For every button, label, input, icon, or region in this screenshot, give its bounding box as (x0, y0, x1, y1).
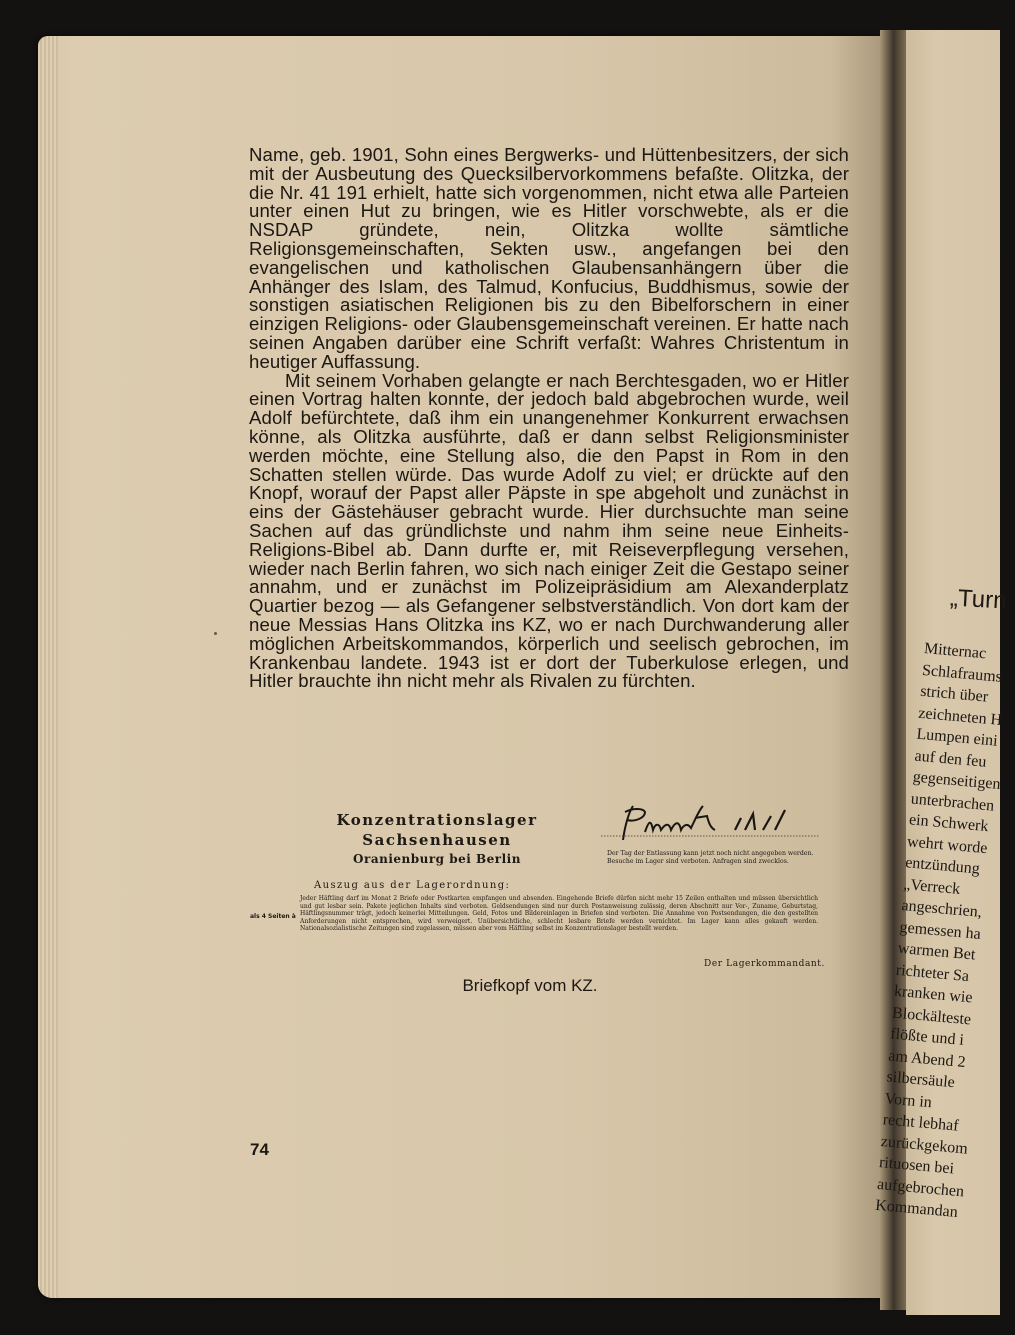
letterhead (250, 800, 850, 990)
lagerkommandant: Der Lagerkommandant. (704, 959, 825, 969)
right-page-line: wehrt worde (906, 832, 989, 857)
letterhead-title-line2: Sachsenhausen (362, 831, 512, 849)
handwritten-signature (595, 800, 825, 848)
right-page-line: gegenseitigen (912, 768, 1002, 794)
paragraph-2: Mit seinem Vorhaben gelangte er nach Berchtesgaden, wo er Hitler einen Vortrag halten konnte, der jedoch bald abgebrochen wurde, weil Adolf befürchtete, daß ihm ein unangenehmer Konkurrent erwachsen könne, als Olitzka ausführte, daß er dann selbst Religionsminister werden möchte, eine Stellung also, die den Papst in Rom in den Schatten stellen würde. Das wurde Adolf zu viel; er drückte auf den Knopf, worauf der Papst aller Päpste in spe abgeholt und zunächst in eins der Gästehäuser gebracht wurde. Hier durchsuchte man seine Sachen auf das gründlichste und nahm ihm seine neue Einheits-Religions-Bibel ab. Dann durfte er, mit Reiseverpflegung versehen, wieder nach Berlin fahren, wo sich nach einiger Zeit die Gestapo seiner annahm, und er zunächst im Polizeipräsidium am Alexanderplatz Quartier bezog — als Gefangener selbstverständlich. Von dort kam der neue Messias Hans Olitzka ins KZ, wo er nach Durchwanderung aller möglichen Arbeitskommandos, körperlich und seelisch gebrochen, im Krankenbau landete. 1943 ist er dort der Tuberkulose erlegen, und Hitler brauchte ihn nicht mehr als Rivalen zu fürchten. (249, 369, 849, 692)
page-edge (38, 36, 58, 1298)
right-page-line: Kommandan (874, 1196, 959, 1222)
letterhead-title-line1: Konzentrationslager (336, 811, 538, 829)
right-page-line: silbersäule (885, 1068, 956, 1092)
right-page-line: am Abend 2 (887, 1046, 967, 1071)
body-text (249, 146, 849, 691)
lagerordnung-text: Jeder Häftling darf im Monat 2 Briefe oder Postkarten empfangen und absenden. Eingehende Briefe dürfen nicht mehr 15 Zeilen enthalten und müssen übersichtlich und gut lesbar sein. Pakete jeglichen Inhalts sind verboten. Geldsendungen sind nur durch Postanweisung zulässig, deren Abschnitt nur Vor-, Zuname, Geburtstag, Häftlingsnummer trägt, jedoch keinerlei Mitteilungen. Geld, Fotos und Bildereinlagen in Briefen sind verboten. Die Annahme von Postsendungen, die den gestellten Anforderungen nicht entsprechen, wird verweigert. Unübersichtliche, schlecht lesbare Briefe werden vernichtet. Im Lager kann alles gekauft werden. Nationalsozialistische Zeitungen sind zugelassen, müssen aber vom Häftling selbst im Konzentrationslager bestellt werden. (300, 895, 818, 933)
right-page-line: Blockälteste (891, 1004, 972, 1028)
right-page-line: Lumpen eini (915, 725, 999, 750)
right-page-line: ein Schwerk (908, 811, 990, 836)
right-page-line: angeschrien, (900, 897, 983, 921)
page-number: 74 (250, 1140, 269, 1159)
right-page-line: unterbrachen (910, 789, 995, 815)
right-page-line: flößte und i (889, 1025, 965, 1049)
letterhead-marginal: als 4 Seiten à (250, 913, 296, 920)
lagerordnung-heading: Auszug aus der Lagerordnung: (314, 880, 511, 891)
right-page-line: Mitternac (923, 639, 987, 663)
letterhead-title (312, 810, 562, 850)
right-page-line: gemessen ha (898, 918, 982, 943)
right-page-line: zurückgekom (880, 1132, 969, 1158)
right-page-line: Vorn in (883, 1089, 933, 1111)
right-page-line: kranken wie (893, 982, 974, 1007)
right-page-line: auf den feu (913, 747, 988, 771)
letterhead-subtitle: Oranienburg bei Berlin (353, 852, 521, 866)
figure-caption: Briefkopf vom KZ. (462, 976, 598, 995)
right-page-line: aufgebrochen (876, 1175, 965, 1200)
right-page-line: „Verreck (902, 875, 961, 898)
right-page-line: zeichneten H (917, 704, 1003, 729)
right-page-line: rituosen bei (878, 1154, 955, 1178)
right-page-line: warmen Bet (897, 939, 977, 964)
letterhead-date-note: Der Tag der Entlassung kann jetzt noch nicht angegeben werden. Besuche im Lager sind verboten. Anfragen sind zwecklos. (607, 850, 814, 865)
paragraph-1: Name, geb. 1901, Sohn eines Bergwerks- und Hüttenbesitzers, der sich mit der Ausbeutung des Quecksilbervorkommens befaßte. Olitzka, der die Nr. 41 191 erhielt, hatte sich vorgenommen, nicht etwa alle Parteien unter einen Hut zu bringen, wie es Hitler vorschwebte, als er die NSDAP gründete, nein, Olitzka wollte sämtliche Religionsgemeinschaften, Sekten usw., angefangen bei den evangelischen und katholischen Glaubensanhängern über die Anhänger des Islam, des Talmud, Konfucius, Buddhismus, sowie der sonstigen asiatischen Religionen bis zu den Bibelforschern in einer einzigen Religions- oder Glaubensgemeinschaft vereinen. Er hatte nach seinen Angaben darüber eine Schrift verfaßt: Wahres Christentum in heutiger Auffassung. (249, 144, 849, 372)
right-page-line: strich über (919, 682, 989, 706)
right-page-line: entzündung (904, 854, 981, 878)
right-page-line: Schlafraums (921, 661, 1003, 686)
right-page-line: richteter Sa (895, 961, 970, 985)
page-speck (214, 632, 217, 635)
right-page-heading: „Turn (949, 584, 1008, 615)
right-page-line: recht lebhaf (882, 1111, 960, 1135)
